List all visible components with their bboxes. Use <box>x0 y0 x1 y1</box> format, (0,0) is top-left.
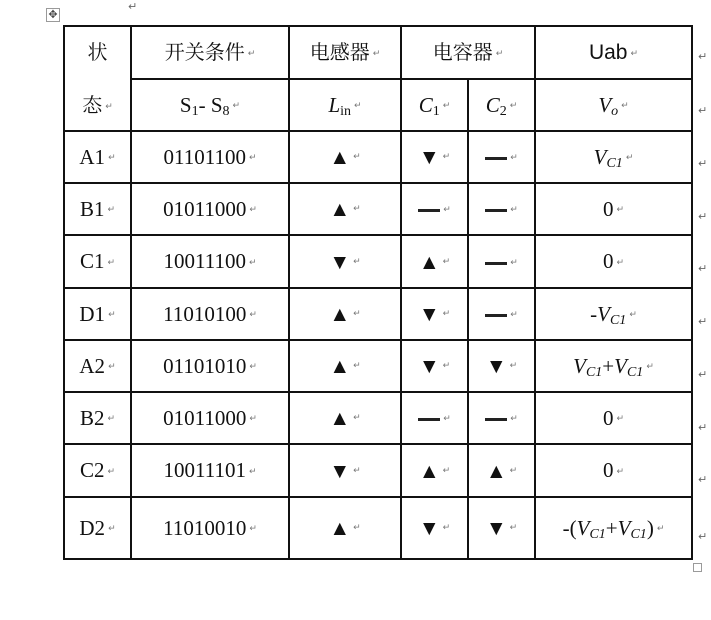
c2-trend-cell: ↵ <box>468 183 535 235</box>
switch-code-cell: 01011000 ↵ <box>131 392 289 444</box>
table-row <box>64 235 692 288</box>
c1-header: $C_1$ ↵ <box>401 79 468 131</box>
hold-dash-icon <box>418 209 440 212</box>
up-triangle-icon: ▲ <box>485 458 507 483</box>
c1-trend-cell: ↵ <box>401 183 468 235</box>
up-triangle-icon: ▲ <box>329 302 351 327</box>
down-triangle-icon: ▼ <box>418 354 440 379</box>
header-row-1 <box>64 26 692 79</box>
c1-trend-cell: ▼ ↵ <box>401 340 468 392</box>
up-triangle-icon: ▲ <box>329 197 351 222</box>
vo-cell: 0 ↵ <box>535 392 692 444</box>
down-triangle-icon: ▼ <box>418 516 440 541</box>
table-move-handle-icon[interactable]: ✥ <box>46 8 60 22</box>
hold-dash-icon <box>485 209 507 212</box>
vo-cell: 0 ↵ <box>535 444 692 497</box>
down-triangle-icon: ▼ <box>329 458 351 483</box>
row-end-mark: ↵ <box>698 473 708 486</box>
inductor-trend-cell: ▲ ↵ <box>289 288 401 340</box>
vo-cell: $V_{C1}$ ↵ <box>535 131 692 183</box>
hold-dash-icon <box>485 314 507 317</box>
switch-code-cell: 10011100 ↵ <box>131 235 289 288</box>
inductor-trend-cell: ▲ ↵ <box>289 392 401 444</box>
inductor-trend-cell: ▲ ↵ <box>289 183 401 235</box>
down-triangle-icon: ▼ <box>418 302 440 327</box>
switch-code-cell: 01101010 ↵ <box>131 340 289 392</box>
row-end-mark: ↵ <box>698 315 708 328</box>
table-resize-handle[interactable] <box>693 563 702 572</box>
state-cell: D1 ↵ <box>64 288 131 340</box>
table-row <box>64 183 692 235</box>
header-row-2 <box>64 79 692 131</box>
state-cell: A2 ↵ <box>64 340 131 392</box>
up-triangle-icon: ▲ <box>329 406 351 431</box>
table-row <box>64 288 692 340</box>
down-triangle-icon: ▼ <box>485 516 507 541</box>
hold-dash-icon <box>418 418 440 421</box>
switch-range-header: $S_1-$ $S_8$ ↵ <box>131 79 289 131</box>
vo-cell: 0 ↵ <box>535 183 692 235</box>
state-cell: C1 ↵ <box>64 235 131 288</box>
switch-code-cell: 01011000 ↵ <box>131 183 289 235</box>
up-triangle-icon: ▲ <box>418 249 440 274</box>
hold-dash-icon <box>485 262 507 265</box>
table-row <box>64 392 692 444</box>
switch-code-cell: 11010100 ↵ <box>131 288 289 340</box>
capacitor-header: 电容器 ↵ <box>401 26 535 79</box>
switch-conditions-header: 开关条件 ↵ <box>131 26 289 79</box>
c1-trend-cell: ↵ <box>401 392 468 444</box>
c1-trend-cell: ▼ ↵ <box>401 497 468 559</box>
state-cell: B1 ↵ <box>64 183 131 235</box>
c2-trend-cell: ↵ <box>468 392 535 444</box>
row-end-mark: ↵ <box>698 262 708 275</box>
down-triangle-icon: ▼ <box>329 249 351 274</box>
inductor-trend-cell: ▲ ↵ <box>289 131 401 183</box>
row-end-mark: ↵ <box>698 368 708 381</box>
inductor-header: 电感器 ↵ <box>289 26 401 79</box>
up-triangle-icon: ▲ <box>418 458 440 483</box>
inductor-trend-cell: ▼ ↵ <box>289 444 401 497</box>
c2-trend-cell: ↵ <box>468 235 535 288</box>
state-header-bottom: 态 <box>82 93 103 117</box>
up-triangle-icon: ▲ <box>329 354 351 379</box>
vo-cell: $-V_{C1}$ ↵ <box>535 288 692 340</box>
inductor-trend-cell: ▼ ↵ <box>289 235 401 288</box>
table-row <box>64 131 692 183</box>
switch-code-cell: 10011101 ↵ <box>131 444 289 497</box>
c2-trend-cell: ↵ <box>468 131 535 183</box>
down-triangle-icon: ▼ <box>418 145 440 170</box>
down-triangle-icon: ▼ <box>485 354 507 379</box>
state-cell: D2 ↵ <box>64 497 131 559</box>
row-end-mark: ↵ <box>698 210 708 223</box>
c1-trend-cell: ▲ ↵ <box>401 235 468 288</box>
row-end-mark: ↵ <box>698 421 708 434</box>
c2-header: $C_2$ ↵ <box>468 79 535 131</box>
c2-trend-cell: ▼ ↵ <box>468 497 535 559</box>
row-end-mark: ↵ <box>698 104 708 117</box>
state-header-cell: 状 态 ↵ <box>64 26 131 131</box>
table-row <box>64 340 692 392</box>
hold-dash-icon <box>485 418 507 421</box>
state-cell: C2 ↵ <box>64 444 131 497</box>
table-row <box>64 444 692 497</box>
vo-header: $V_o$ ↵ <box>535 79 692 131</box>
lin-header: $L_{in}$ ↵ <box>289 79 401 131</box>
state-cell: A1 ↵ <box>64 131 131 183</box>
up-triangle-icon: ▲ <box>329 145 351 170</box>
switch-code-cell: 01101100 ↵ <box>131 131 289 183</box>
c2-trend-cell: ▲ ↵ <box>468 444 535 497</box>
switching-states-table <box>63 25 693 560</box>
c2-trend-cell: ▼ ↵ <box>468 340 535 392</box>
vo-cell: 0 ↵ <box>535 235 692 288</box>
hold-dash-icon <box>485 157 507 160</box>
table-row <box>64 497 692 559</box>
c2-trend-cell: ↵ <box>468 288 535 340</box>
row-end-mark: ↵ <box>698 50 708 63</box>
vo-cell: $V_{C1}+V_{C1}$ ↵ <box>535 340 692 392</box>
inductor-trend-cell: ▲ ↵ <box>289 497 401 559</box>
c1-trend-cell: ▼ ↵ <box>401 131 468 183</box>
inductor-trend-cell: ▲ ↵ <box>289 340 401 392</box>
c1-trend-cell: ▲ ↵ <box>401 444 468 497</box>
row-end-mark: ↵ <box>698 157 708 170</box>
state-header-top: 状 <box>87 40 108 64</box>
uab-header: Uab ↵ <box>535 26 692 79</box>
up-triangle-icon: ▲ <box>329 516 351 541</box>
state-cell: B2 ↵ <box>64 392 131 444</box>
switch-code-cell: 11010010 ↵ <box>131 497 289 559</box>
row-end-mark: ↵ <box>698 530 708 543</box>
paragraph-mark: ↵ <box>128 0 138 13</box>
vo-cell: $-(V_{C1}+V_{C1})$ ↵ <box>535 497 692 559</box>
c1-trend-cell: ▼ ↵ <box>401 288 468 340</box>
